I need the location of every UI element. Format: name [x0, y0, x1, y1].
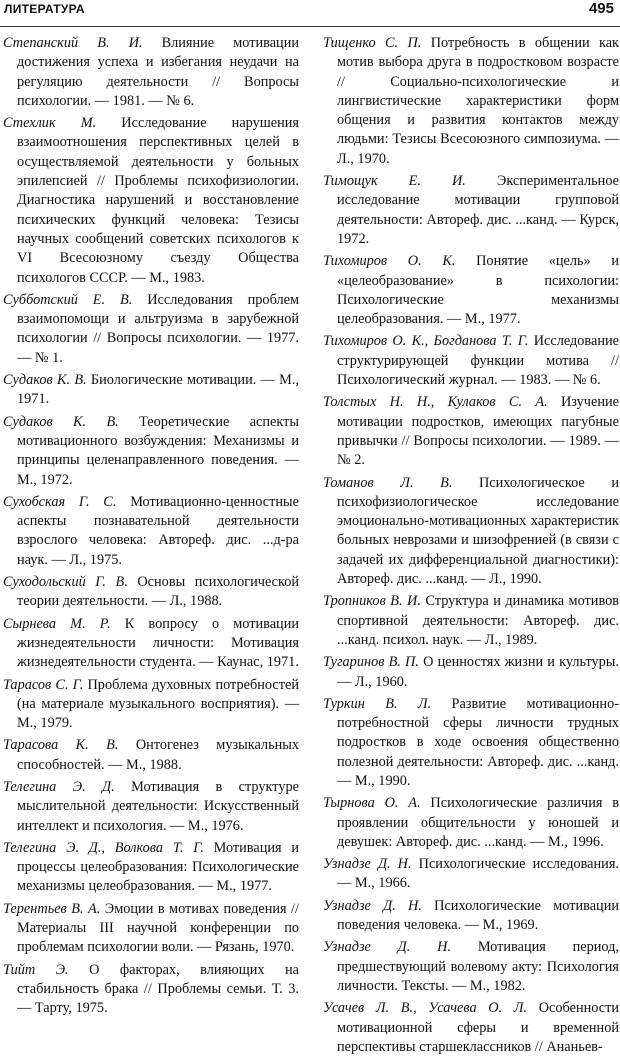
bibliography-entry	[3, 839, 299, 897]
bibliography-entry	[323, 393, 619, 470]
entry-text: Исследование нарушения взаимоотношения перспективных целей в осуществляемой деятельности у больных эпилепсией // Проблемы психофизиологии. Диагностика нарушений и восстановление психических функций человека: Тезисы научных сообщений советских психологов к VI Всесоюзному съезду Общества психологов СССР. — М., 1983.	[17, 115, 299, 286]
entry-text: Структура и динамика мотивов спортивной деятельности: Автореф. дис. ...канд. психол. наук. — Л., 1989.	[337, 593, 619, 648]
bibliography-entry	[323, 653, 619, 692]
entry-text: Биологические мотивации. — М., 1971.	[17, 372, 299, 408]
entry-text: Развитие мотивационно-потребностной сферы личности трудных подростков в ходе освоения общественно полезной деятельности: Автореф. дис. ...канд. — М., 1990.	[337, 695, 619, 789]
entry-author: Судаков К. В.	[3, 413, 119, 430]
entry-text: Проблема духовных потребностей (на материале музыкального восприятия). — М., 1979.	[17, 676, 299, 732]
entry-text: Эмоции в мотивах поведения // Материалы III научной конференции по проблемам психологии воли. — Рязань, 1970.	[17, 900, 299, 956]
entry-author: Стехлик М.	[3, 115, 97, 132]
entry-author: Тийт Э.	[3, 961, 69, 978]
entry-author: Туркин В. Л.	[323, 695, 432, 712]
bibliography-entry	[323, 474, 619, 590]
entry-text: Исследования проблем взаимопомощи и альтруизма в зарубежной психологии // Вопросы психологии. — 1977. — № 1.	[17, 291, 300, 366]
bibliography-entry	[3, 615, 299, 673]
bibliography-entry	[323, 332, 619, 390]
bibliography-entry	[323, 695, 619, 791]
entry-text: Мотивация и процессы целеобразования: Психологические механизмы целеобразования. — М., 1977.	[17, 839, 299, 895]
entry-text: Экспериментальное исследование мотивации групповой деятельности: Автореф. дис. ...канд. — Курск, 1972.	[337, 173, 619, 247]
entry-author: Тихомиров О. К., Богданова Т. Г.	[323, 333, 529, 350]
entry-author: Толстых Н. Н., Кулаков С. А.	[323, 394, 548, 411]
entry-text: Психологические мотивации поведения человека. — М., 1969.	[337, 897, 619, 934]
bibliography-entry	[323, 34, 619, 169]
running-header	[0, 0, 620, 27]
bibliography-entry	[3, 778, 299, 836]
entry-author: Узнадзе Д. Н.	[323, 897, 422, 914]
entry-author: Тимощук Е. И.	[323, 173, 466, 190]
entry-author: Усачев Л. В., Усачева О. Л.	[323, 1000, 528, 1017]
entry-text: Психологическое и психофизиологическое исследование эмоционально-мотивационных характеристик больных неврозами и шизофренией (в связи с задачей их дифференциальной диагностики): Автореф. дис. ...канд. — Л., 1990.	[337, 474, 619, 588]
entry-text: Особенности мотивационной сферы и временной перспективы старшеклассников // Ананьев-	[337, 1000, 619, 1055]
bibliography-entry	[323, 999, 619, 1057]
bibliography-entry	[3, 961, 299, 1019]
section-title: ЛИТЕРАТУРА	[4, 2, 85, 16]
bibliography-entry	[3, 371, 299, 410]
entry-author: Телегина Э. Д., Волкова Т. Г.	[3, 839, 204, 856]
bibliography-entry	[323, 172, 619, 249]
entry-author: Тарасов С. Г.	[3, 676, 84, 693]
entry-author: Телегина Э. Д.	[3, 778, 115, 795]
entry-text: Мотивация период, предшествующий волевому акту: Психология личности. Тексты. — М., 1982.	[337, 939, 619, 994]
bibliography-entry	[3, 34, 299, 111]
bibliography-column-right	[323, 34, 619, 1060]
bibliography-entry	[3, 291, 299, 368]
entry-text: Теоретические аспекты мотивационного возбуждения: Механизмы и принципы целенаправленного поведения. — М., 1972.	[17, 413, 299, 488]
entry-text: Психологические различия в проявлении общительности у юношей и девушек: Автореф. дис. ...канд. — М., 1996.	[337, 795, 619, 850]
entry-author: Сухобская Г. С.	[3, 493, 117, 510]
bibliography-entry	[3, 573, 299, 612]
bibliography-entry	[323, 938, 619, 996]
bibliography-entry	[3, 493, 299, 570]
entry-author: Тропников В. И.	[323, 593, 421, 610]
bibliography-entry	[3, 114, 299, 288]
entry-author: Тугаринов В. П.	[323, 654, 419, 671]
entry-author: Судаков К. В.	[3, 372, 87, 389]
entry-text: О факторах, влияющих на стабильность брака // Проблемы семьи. Т. 3. — Тарту, 1975.	[17, 961, 299, 1017]
entry-author: Узнадзе Д. Н.	[323, 939, 452, 956]
entry-author: Субботский Е. В.	[3, 291, 133, 308]
entry-text: Основы психологической теории деятельности. — Л., 1988.	[17, 574, 300, 610]
entry-author: Степанский В. И.	[3, 35, 143, 51]
entry-text: Понятие «цель» и «целеобразование» в психологии: Психологические механизмы целеобразования. — М., 1977.	[337, 253, 619, 328]
entry-author: Томанов Л. В.	[323, 474, 453, 491]
entry-author: Тарасова К. В.	[3, 737, 119, 754]
bibliography-column-left	[3, 34, 299, 1022]
entry-author: Тищенко С. П.	[323, 35, 422, 51]
entry-author: Тихомиров О. К.	[323, 253, 456, 270]
entry-author: Сырнева М. Р.	[3, 615, 111, 632]
bibliography-entry	[3, 900, 299, 958]
page-number: 495	[588, 0, 614, 17]
entry-text: Влияние мотивации достижения успеха и избегания неудачи на регуляцию деятельности // Вопросы психологии. — 1981. — № 6.	[17, 35, 300, 109]
bibliography-entry	[323, 855, 619, 894]
bibliography-entry	[323, 252, 619, 329]
entry-text: К вопросу о мотивации жизнедеятельности личности: Мотивация жизнедеятельности студента. — Каунас, 1971.	[17, 615, 299, 671]
entry-author: Узнадзе Д. Н.	[323, 856, 412, 873]
bibliography-entry	[3, 413, 299, 490]
entry-author: Терентьев В. А.	[3, 900, 101, 917]
bibliography-entry	[323, 794, 619, 852]
entry-author: Суходольский Г. В.	[3, 574, 128, 591]
entry-text: Мотивационно-ценностные аспекты познавательной деятельности взрослого человека: Автореф. дис. ...д-ра наук. — Л., 1975.	[17, 493, 299, 568]
entry-text: Психологические исследования. — М., 1966.	[337, 856, 619, 892]
entry-text: Онтогенез музыкальных способностей. — М., 1988.	[17, 737, 299, 773]
bibliography-entry	[3, 736, 299, 775]
entry-text: Потребность в общении как мотив выбора друга в подростковом возрасте // Социально-психологические и лингвистические характеристики форм общения и развития контактов между людьми: Тезисы Всесоюзного симпозиума. — Л., 1970.	[337, 35, 619, 167]
bibliography-entry	[3, 676, 299, 734]
bibliography-entry	[323, 592, 619, 650]
entry-author: Тырнова О. А.	[323, 795, 421, 812]
entry-text: О ценностях жизни и культуры. — Л., 1960.	[337, 654, 619, 690]
entry-text: Мотивация в структуре мыслительной деятельности: Искусственный интеллект и психология. — М., 1976.	[17, 778, 299, 834]
entry-text: Изучение мотивации подростков, имеющих пагубные привычки // Вопросы психологии. — 1989. — № 2.	[337, 394, 619, 469]
entry-text: Исследование структурирующей функции мотива // Психологический журнал. — 1983. — № 6.	[337, 333, 619, 389]
bibliography-entry	[323, 897, 619, 936]
